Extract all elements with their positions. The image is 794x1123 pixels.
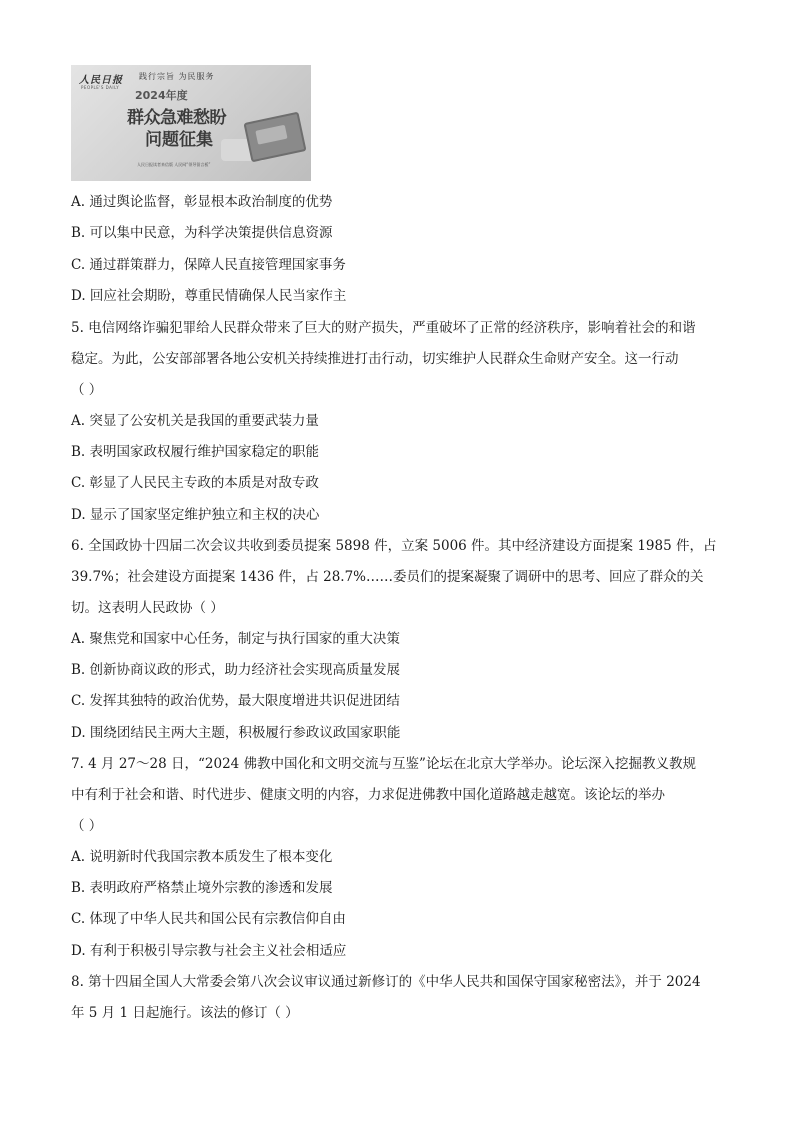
q6-stem-line3: 切。这表明人民政协（ ） (71, 600, 224, 616)
q6-option-c: C. 发挥其独特的政治优势，最大限度增进共识促进团结 (71, 693, 400, 709)
banner-logo: 人民日报 (79, 75, 123, 86)
q7-option-a: A. 说明新时代我国宗教本质发生了根本变化 (71, 849, 333, 865)
q5-stem-line2: 稳定。为此，公安部部署各地公安机关持续推进打击行动，切实维护人民群众生命财产安全。这一行动 (71, 351, 679, 367)
q8-stem-line2: 年 5 月 1 日起施行。该法的修订（ ） (71, 1005, 299, 1021)
laptop-graphic (243, 112, 306, 163)
banner-logo-sub: PEOPLE'S DAILY (81, 85, 120, 90)
q7-option-d: D. 有利于积极引导宗教与社会主义社会相适应 (71, 943, 347, 959)
banner-slogan: 践行宗旨 为民服务 (139, 72, 215, 81)
q6-option-b: B. 创新协商议政的形式，助力经济社会实现高质量发展 (71, 662, 401, 678)
q7-stem-line1: 7. 4 月 27～28 日，“2024 佛教中国化和文明交流与互鉴”论坛在北京大学举办。论坛深入挖掘教义教规 (71, 756, 696, 772)
q6-option-d: D. 围绕团结民主两大主题，积极履行参政议政国家职能 (71, 725, 401, 741)
q7-stem-line2: 中有利于社会和谐、时代进步、健康文明的内容，力求促进佛教中国化道路越走越宽。该论坛的举办 (71, 787, 665, 803)
q5-option-b: B. 表明国家政权履行维护国家稳定的职能 (71, 444, 320, 460)
q4-option-d: D. 回应社会期盼，尊重民情确保人民当家作主 (71, 288, 347, 304)
banner-title-line1: 群众急难愁盼 (127, 108, 226, 128)
q4-option-b: B. 可以集中民意，为科学决策提供信息资源 (71, 225, 333, 241)
q8-stem-line1: 8. 第十四届全国人大常委会第八次会议审议通过新修订的《中华人民共和国保守国家秘密法》，并于 2024 (71, 974, 701, 990)
banner-year: 2024年度 (135, 89, 188, 102)
q7-option-c: C. 体现了中华人民共和国公民有宗教信仰自由 (71, 911, 346, 927)
banner-title-line2: 问题征集 (145, 130, 213, 150)
q7-stem-line3: （ ） (71, 818, 103, 834)
q5-stem-line1: 5. 电信网络诈骗犯罪给人民群众带来了巨大的财产损失，严重破坏了正常的经济秩序，影响着社会的和谐 (71, 320, 696, 336)
q5-stem-line3: （ ） (71, 382, 103, 398)
q6-stem-line2: 39.7%；社会建设方面提案 1436 件，占 28.7%……委员们的提案凝聚了调研中的思考、回应了群众的关 (71, 569, 704, 585)
q5-option-c: C. 彰显了人民民主专政的本质是对敌专政 (71, 475, 319, 491)
q7-option-b: B. 表明政府严格禁止境外宗教的渗透和发展 (71, 880, 333, 896)
q6-stem-line1: 6. 全国政协十四届二次会议共收到委员提案 5898 件，立案 5006 件。其中经济建设方面提案 1985 件，占 (71, 538, 717, 554)
q5-option-d: D. 显示了国家坚定维护独立和主权的决心 (71, 507, 320, 523)
q4-option-a: A. 通过舆论监督，彰显根本政治制度的优势 (71, 194, 333, 210)
q5-option-a: A. 突显了公安机关是我国的重要武装力量 (71, 413, 319, 429)
q6-option-a: A. 聚焦党和国家中心任务，制定与执行国家的重大决策 (71, 631, 400, 647)
banner-image (71, 65, 311, 181)
q4-option-c: C. 通过群策群力，保障人民直接管理国家事务 (71, 257, 346, 273)
banner-footer: 人民日报读者来信版 人民网“领导留言板” (137, 162, 211, 167)
